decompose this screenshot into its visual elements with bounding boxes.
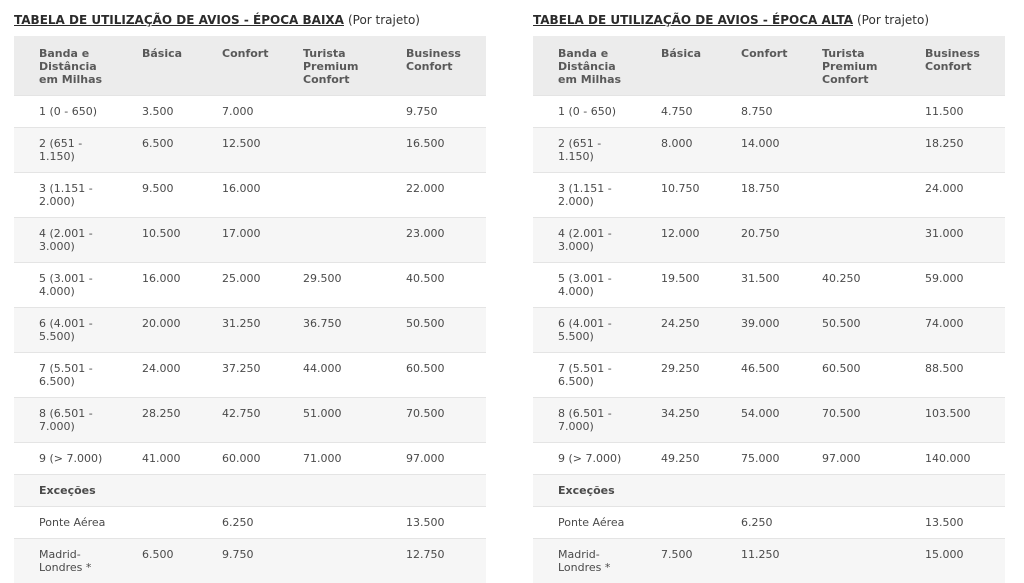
band-cell: Exceções xyxy=(39,484,96,497)
band-cell: 3 (1.151 - 2.000) xyxy=(39,182,93,208)
header-cell-turista-premium-confort: Turista Premium Confort xyxy=(822,47,878,86)
band-cell: Ponte Aérea xyxy=(39,516,106,529)
value-cell-basica: 29.250 xyxy=(661,362,700,375)
exception-row xyxy=(533,538,1005,583)
table-row xyxy=(533,442,1005,474)
value-cell-turista-premium-confort xyxy=(822,475,925,493)
value-cell-turista-premium-confort: 50.500 xyxy=(822,317,861,330)
table-row xyxy=(533,172,1005,217)
value-cell-turista-premium-confort xyxy=(303,507,406,525)
band-cell: 8 (6.501 - 7.000) xyxy=(558,407,612,433)
value-cell-business-confort: 16.500 xyxy=(406,137,445,150)
value-cell-confort: 42.750 xyxy=(222,407,261,420)
exception-row xyxy=(533,506,1005,538)
value-cell-basica xyxy=(661,475,741,493)
value-cell-business-confort: 70.500 xyxy=(406,407,445,420)
header-cell-business-confort: Business Confort xyxy=(925,47,980,73)
table-title xyxy=(14,13,486,27)
value-cell-business-confort: 59.000 xyxy=(925,272,964,285)
value-cell-basica: 34.250 xyxy=(661,407,700,420)
value-cell-turista-premium-confort xyxy=(303,539,406,557)
band-cell: 6 (4.001 - 5.500) xyxy=(39,317,93,343)
header-cell-confort: Confort xyxy=(222,47,269,60)
table-row xyxy=(533,217,1005,262)
header-cell-band: Banda e Distância em Milhas xyxy=(39,47,103,86)
value-cell-business-confort: 88.500 xyxy=(925,362,964,375)
value-cell-turista-premium-confort xyxy=(822,218,925,236)
value-cell-business-confort: 23.000 xyxy=(406,227,445,240)
table-row xyxy=(533,127,1005,172)
value-cell-basica: 49.250 xyxy=(661,452,700,465)
value-cell-basica: 24.250 xyxy=(661,317,700,330)
band-cell: Exceções xyxy=(558,484,615,497)
header-cell-turista-premium-confort: Turista Premium Confort xyxy=(303,47,359,86)
award-table-epoca-alta xyxy=(533,13,1005,583)
band-cell: Madrid-Londres * xyxy=(39,548,92,574)
band-cell: Madrid-Londres * xyxy=(558,548,611,574)
value-cell-confort xyxy=(741,475,822,493)
table-title-suffix: (Por trajeto) xyxy=(857,13,930,27)
header-cell-business-confort: Business Confort xyxy=(406,47,461,73)
value-cell-turista-premium-confort xyxy=(822,96,925,114)
value-cell-confort: 31.500 xyxy=(741,272,780,285)
header-cell-confort: Confort xyxy=(741,47,788,60)
value-cell-business-confort: 103.500 xyxy=(925,407,971,420)
value-cell-turista-premium-confort: 29.500 xyxy=(303,272,342,285)
table-row xyxy=(533,352,1005,397)
exceptions-header-row xyxy=(533,474,1005,506)
value-cell-turista-premium-confort: 60.500 xyxy=(822,362,861,375)
value-cell-business-confort: 31.000 xyxy=(925,227,964,240)
table-row xyxy=(14,262,486,307)
value-cell-turista-premium-confort xyxy=(822,173,925,191)
value-cell-confort: 46.500 xyxy=(741,362,780,375)
value-cell-confort: 25.000 xyxy=(222,272,261,285)
table-row xyxy=(14,442,486,474)
band-cell: 5 (3.001 - 4.000) xyxy=(39,272,93,298)
value-cell-turista-premium-confort xyxy=(303,173,406,191)
value-cell-turista-premium-confort: 71.000 xyxy=(303,452,342,465)
value-cell-business-confort: 15.000 xyxy=(925,548,964,561)
value-cell-basica xyxy=(142,475,222,493)
value-cell-basica: 16.000 xyxy=(142,272,181,285)
value-cell-business-confort: 140.000 xyxy=(925,452,971,465)
table-row xyxy=(533,307,1005,352)
fare-table xyxy=(533,36,1005,583)
table-row xyxy=(14,127,486,172)
band-cell: 2 (651 - 1.150) xyxy=(39,137,83,163)
value-cell-basica: 6.500 xyxy=(142,137,174,150)
band-cell: 2 (651 - 1.150) xyxy=(558,137,602,163)
value-cell-business-confort: 13.500 xyxy=(406,516,445,529)
header-cell-basica: Básica xyxy=(142,47,183,60)
table-header-row xyxy=(14,36,486,95)
value-cell-confort: 60.000 xyxy=(222,452,261,465)
band-cell: 1 (0 - 650) xyxy=(39,105,98,118)
value-cell-turista-premium-confort: 44.000 xyxy=(303,362,342,375)
band-cell: 5 (3.001 - 4.000) xyxy=(558,272,612,298)
value-cell-confort: 18.750 xyxy=(741,182,780,195)
value-cell-basica: 7.500 xyxy=(661,548,693,561)
value-cell-basica: 10.500 xyxy=(142,227,181,240)
value-cell-basica: 28.250 xyxy=(142,407,181,420)
band-cell: 8 (6.501 - 7.000) xyxy=(39,407,93,433)
value-cell-business-confort: 9.750 xyxy=(406,105,438,118)
value-cell-basica: 24.000 xyxy=(142,362,181,375)
value-cell-confort: 39.000 xyxy=(741,317,780,330)
header-cell-band: Banda e Distância em Milhas xyxy=(558,47,622,86)
exceptions-header-row xyxy=(14,474,486,506)
value-cell-confort: 54.000 xyxy=(741,407,780,420)
value-cell-basica: 19.500 xyxy=(661,272,700,285)
value-cell-basica: 3.500 xyxy=(142,105,174,118)
band-cell: 3 (1.151 - 2.000) xyxy=(558,182,612,208)
value-cell-confort: 16.000 xyxy=(222,182,261,195)
value-cell-confort: 17.000 xyxy=(222,227,261,240)
table-row xyxy=(14,217,486,262)
value-cell-confort: 6.250 xyxy=(741,516,773,529)
value-cell-basica: 6.500 xyxy=(142,548,174,561)
value-cell-basica: 20.000 xyxy=(142,317,181,330)
table-title-suffix: (Por trajeto) xyxy=(347,13,420,27)
value-cell-turista-premium-confort: 51.000 xyxy=(303,407,342,420)
table-row xyxy=(14,397,486,442)
value-cell-business-confort: 13.500 xyxy=(925,516,964,529)
band-cell: 4 (2.001 - 3.000) xyxy=(39,227,93,253)
value-cell-confort: 31.250 xyxy=(222,317,261,330)
value-cell-turista-premium-confort xyxy=(822,507,925,525)
table-row xyxy=(14,352,486,397)
value-cell-confort: 20.750 xyxy=(741,227,780,240)
band-cell: 4 (2.001 - 3.000) xyxy=(558,227,612,253)
table-header-row xyxy=(533,36,1005,95)
value-cell-confort: 7.000 xyxy=(222,105,254,118)
table-row xyxy=(533,95,1005,127)
value-cell-turista-premium-confort xyxy=(303,128,406,146)
value-cell-confort: 12.500 xyxy=(222,137,261,150)
header-cell-basica: Básica xyxy=(661,47,702,60)
band-cell: 9 (> 7.000) xyxy=(39,452,103,465)
value-cell-confort: 37.250 xyxy=(222,362,261,375)
value-cell-turista-premium-confort: 97.000 xyxy=(822,452,861,465)
table-row xyxy=(14,95,486,127)
value-cell-confort: 8.750 xyxy=(741,105,773,118)
exception-row xyxy=(14,506,486,538)
value-cell-basica: 8.000 xyxy=(661,137,693,150)
band-cell: 6 (4.001 - 5.500) xyxy=(558,317,612,343)
value-cell-confort: 11.250 xyxy=(741,548,780,561)
exception-row xyxy=(14,538,486,583)
value-cell-turista-premium-confort: 70.500 xyxy=(822,407,861,420)
band-cell: Ponte Aérea xyxy=(558,516,625,529)
value-cell-confort: 6.250 xyxy=(222,516,254,529)
value-cell-business-confort: 50.500 xyxy=(406,317,445,330)
table-row xyxy=(533,262,1005,307)
value-cell-turista-premium-confort xyxy=(822,539,925,557)
band-cell: 7 (5.501 - 6.500) xyxy=(39,362,93,388)
value-cell-business-confort: 12.750 xyxy=(406,548,445,561)
value-cell-confort: 75.000 xyxy=(741,452,780,465)
table-title xyxy=(533,13,1005,27)
value-cell-business-confort: 22.000 xyxy=(406,182,445,195)
band-cell: 1 (0 - 650) xyxy=(558,105,617,118)
value-cell-turista-premium-confort xyxy=(303,475,406,493)
value-cell-business-confort xyxy=(406,475,486,493)
value-cell-confort: 9.750 xyxy=(222,548,254,561)
value-cell-business-confort: 24.000 xyxy=(925,182,964,195)
value-cell-turista-premium-confort xyxy=(303,218,406,236)
value-cell-turista-premium-confort: 36.750 xyxy=(303,317,342,330)
band-cell: 7 (5.501 - 6.500) xyxy=(558,362,612,388)
table-title-text: TABELA DE UTILIZAÇÃO DE AVIOS - ÉPOCA ALTA xyxy=(533,13,853,27)
value-cell-basica xyxy=(661,507,741,525)
award-table-epoca-baixa xyxy=(14,13,486,583)
value-cell-basica: 41.000 xyxy=(142,452,181,465)
table-row xyxy=(533,397,1005,442)
table-row xyxy=(14,307,486,352)
value-cell-business-confort: 18.250 xyxy=(925,137,964,150)
value-cell-confort: 14.000 xyxy=(741,137,780,150)
value-cell-basica: 9.500 xyxy=(142,182,174,195)
value-cell-business-confort: 60.500 xyxy=(406,362,445,375)
value-cell-turista-premium-confort xyxy=(822,128,925,146)
table-row xyxy=(14,172,486,217)
value-cell-confort xyxy=(222,475,303,493)
value-cell-business-confort: 97.000 xyxy=(406,452,445,465)
band-cell: 9 (> 7.000) xyxy=(558,452,622,465)
value-cell-business-confort: 74.000 xyxy=(925,317,964,330)
value-cell-basica: 10.750 xyxy=(661,182,700,195)
value-cell-business-confort: 11.500 xyxy=(925,105,964,118)
value-cell-basica: 4.750 xyxy=(661,105,693,118)
value-cell-basica xyxy=(142,507,222,525)
value-cell-business-confort: 40.500 xyxy=(406,272,445,285)
value-cell-basica: 12.000 xyxy=(661,227,700,240)
value-cell-business-confort xyxy=(925,475,1005,493)
value-cell-turista-premium-confort: 40.250 xyxy=(822,272,861,285)
fare-table xyxy=(14,36,486,583)
table-title-text: TABELA DE UTILIZAÇÃO DE AVIOS - ÉPOCA BAIXA xyxy=(14,13,344,27)
value-cell-turista-premium-confort xyxy=(303,96,406,114)
